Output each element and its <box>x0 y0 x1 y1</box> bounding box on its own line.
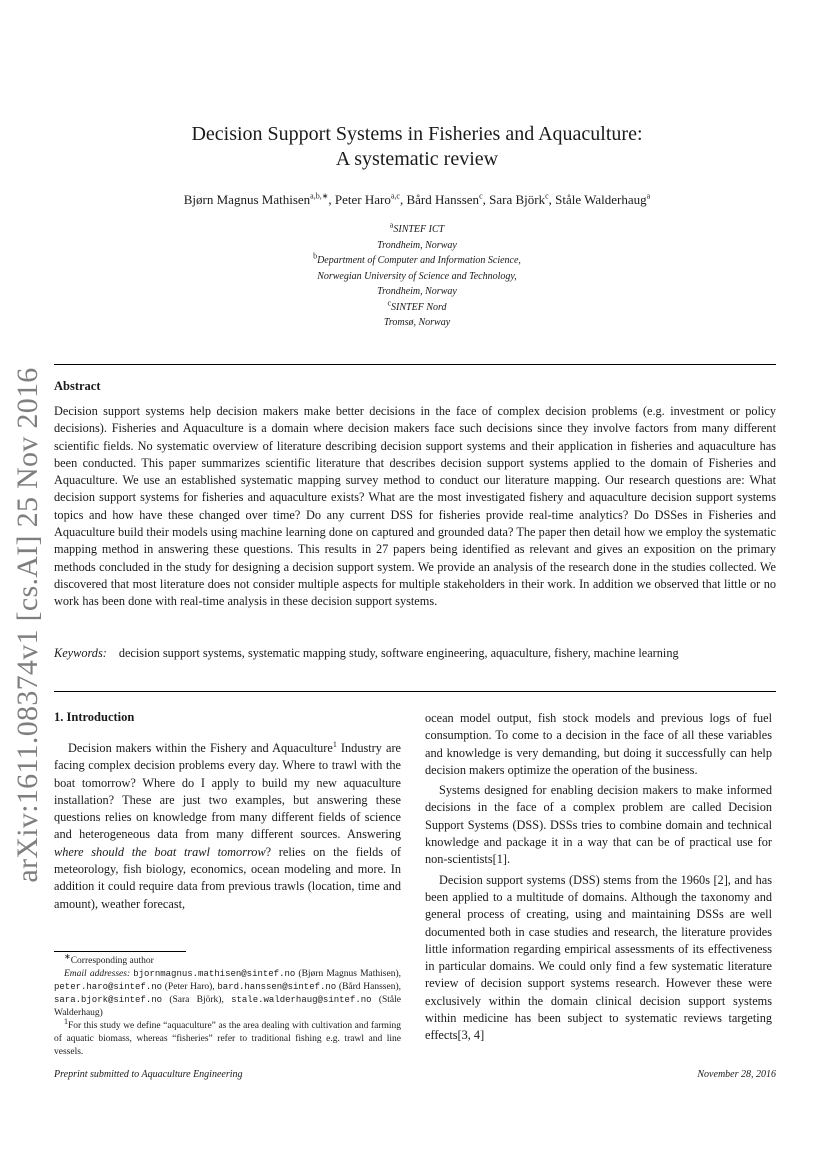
author-affil-mark: a,b,∗ <box>310 191 329 201</box>
abstract-text: Decision support systems help decision makers make better decisions in the face of complex decision problems (e.g. investment or policy decisions). Fisheries and Aquaculture is a domain where decision makers face such decisions since they involve factors from many different scientific fields. No systematic overview of literature describing decision support systems and their application in fisheries and aquaculture has been conducted. This paper summarizes scientific literature that describes decision support systems applied to the domain of Fisheries and Aquaculture. We use an established systematic mapping survey method to conduct our literature mapping. Our research questions are: What decision support systems for fisheries and aquaculture exists? What are the most investigated fishery and aquaculture decision support systems topics and how have these changed over time? Do any current DSS for fisheries provide real-time analytics? Do DSSes in Fisheries and Aquaculture build their models using machine learning done on captured and grounded data? The paper then detail how we employ the systematic mapping method in answering these questions. This results in 27 papers being identified as relevant and gives an exposition on the primary methods concluded in the study for designing a decision support system. We provide an analysis of the research done in the studies collected. We discovered that most literature does not consider multiple aspects for multiple stakeholders in their work. In addition we observed that little or no work has been done with real-time analysis in these decision support systems. <box>54 404 776 609</box>
author-name: Bjørn Magnus Mathisen <box>183 192 311 207</box>
footnote-corresponding: ∗Corresponding author <box>64 951 154 966</box>
affiliation-c: $^c$SINTEF Nord <box>387 298 447 313</box>
intro-paragraph-1: Decision makers within the Fishery and Aquaculture$^1$ Industry are facing complex decision problems every day. Where to trawl with the boat tomorrow? Where do I apply to build my new aquaculture installation? These are just two examples, but answering these questions relies on knowledge from many different fields of science and heterogeneous data from many different sources. Answering where should the boat trawl tomorrow? relies on the fields of meteorology, fish biology, economics, ocean modeling and more. In addition it could require data from previous trawls (location, time and amount), weather forecast, <box>54 739 402 911</box>
affiliation-c-city: Tromsø, Norway <box>383 317 451 328</box>
author-name: Ståle Walderhaug <box>555 192 647 207</box>
author-name: Bård Hanssen <box>406 192 480 207</box>
footnote-ref-1: 1 <box>332 739 337 749</box>
author-affil-mark: c <box>545 191 549 201</box>
email-link[interactable]: stale.walderhaug@sintef.no <box>231 995 372 1005</box>
affiliation-b-line2: Norwegian University of Science and Technology, <box>317 270 517 282</box>
author-list: Bjørn Magnus Mathisen$^{a,b,∗}$, Peter Haro$^{a,c}$, Bård Hanssen$^c$, Sara Björk$^c$, Ståle Walderhaug$^a$ <box>183 191 651 207</box>
arxiv-side-stamp: arXiv:1611.08374v1 [cs.AI] 25 Nov 2016 <box>11 367 44 883</box>
footnote-rule <box>54 951 186 952</box>
footnotes <box>54 951 402 1059</box>
email-link[interactable]: bard.hanssen@sintef.no <box>217 982 337 992</box>
left-column <box>54 740 401 913</box>
affiliations <box>150 222 684 331</box>
footnote-1: $^1$For this study we define “aquaculture” as the area dealing with cultivation and farming of aquatic biomass, whereas “fisheries” refer to traditional fishing e.g. trawl and line vessels. <box>54 1016 401 1057</box>
right-column <box>425 710 772 1045</box>
abstract-heading: Abstract <box>54 379 101 393</box>
author-affil-mark: a,c <box>390 191 400 201</box>
title-line-1: Decision Support Systems in Fisheries and Aquaculture: <box>191 123 643 145</box>
email-link[interactable]: bjornmagnus.mathisen@sintef.no <box>133 969 296 979</box>
affiliation-b: $^b$Department of Computer and Information Science, <box>313 251 521 266</box>
affiliation-b-city: Trondheim, Norway <box>377 286 457 297</box>
intro-paragraph-1-continued: ocean model output, fish stock models and previous logs of fuel consumption. To come to a decision in the face of all these variables and knowledge is very demanding, but doing it successfully can help decision makers optimize the operation of the business. <box>425 711 772 777</box>
author-affil-mark: a <box>646 191 651 201</box>
intro-paragraph-2: Systems designed for enabling decision makers to make informed decisions in the face of a complex problem are called Decision Support Systems (DSS). DSSs tries to combine domain and technical knowledge and package it in a way that can be of practical use for non-scientists[1]. <box>425 783 772 867</box>
keywords-text: decision support systems, systematic mapping study, software engineering, aquaculture, fishery, machine learning <box>118 646 679 660</box>
keywords-label: Keywords: <box>54 646 107 660</box>
email-link[interactable]: sara.bjork@sintef.no <box>54 995 163 1005</box>
author-affil-mark: c <box>479 191 483 201</box>
section-heading-introduction: 1. Introduction <box>54 710 135 724</box>
divider-top <box>54 364 776 365</box>
footer-journal: Preprint submitted to Aquaculture Engineering <box>54 1069 243 1080</box>
author-name: Peter Haro <box>334 192 391 207</box>
email-link[interactable]: peter.haro@sintef.no <box>54 982 163 992</box>
footer-date: November 28, 2016 <box>697 1069 776 1080</box>
affiliation-a-city: Trondheim, Norway <box>377 239 457 251</box>
author-name: Sara Björk <box>489 192 546 207</box>
divider-bottom <box>54 691 776 692</box>
paper-title <box>120 122 714 172</box>
keywords <box>54 645 776 662</box>
title-line-2: A systematic review <box>335 148 499 170</box>
affiliation-a: $^a$SINTEF ICT <box>389 220 445 235</box>
intro-paragraph-3: Decision support systems (DSS) stems from the 1960s [2], and has been applied to a multitude of domains. Although the taxonomy and general process of creating, using and maintaining DSSs are well documented both in case studies and research, the literature provides little information regarding empirical assessments of its effectiveness in particular domains. We could only find a few systematic literature review of decision support systems research. However these were exclusively within the domain clinical decision support systems within medicine has been subject to systematic reviews targeting effects[3, 4] <box>425 872 772 1043</box>
footnote-emails: Email addresses: bjornmagnus.mathisen@sintef.no (Bjørn Magnus Mathisen), peter.haro@sintef.no (Peter Haro), bard.hanssen@sintef.no (Bård Hanssen), sara.bjork@sintef.no (Sara Björk), stale.walderhaug@sintef.no (Ståle Walderhaug) <box>54 969 402 1018</box>
